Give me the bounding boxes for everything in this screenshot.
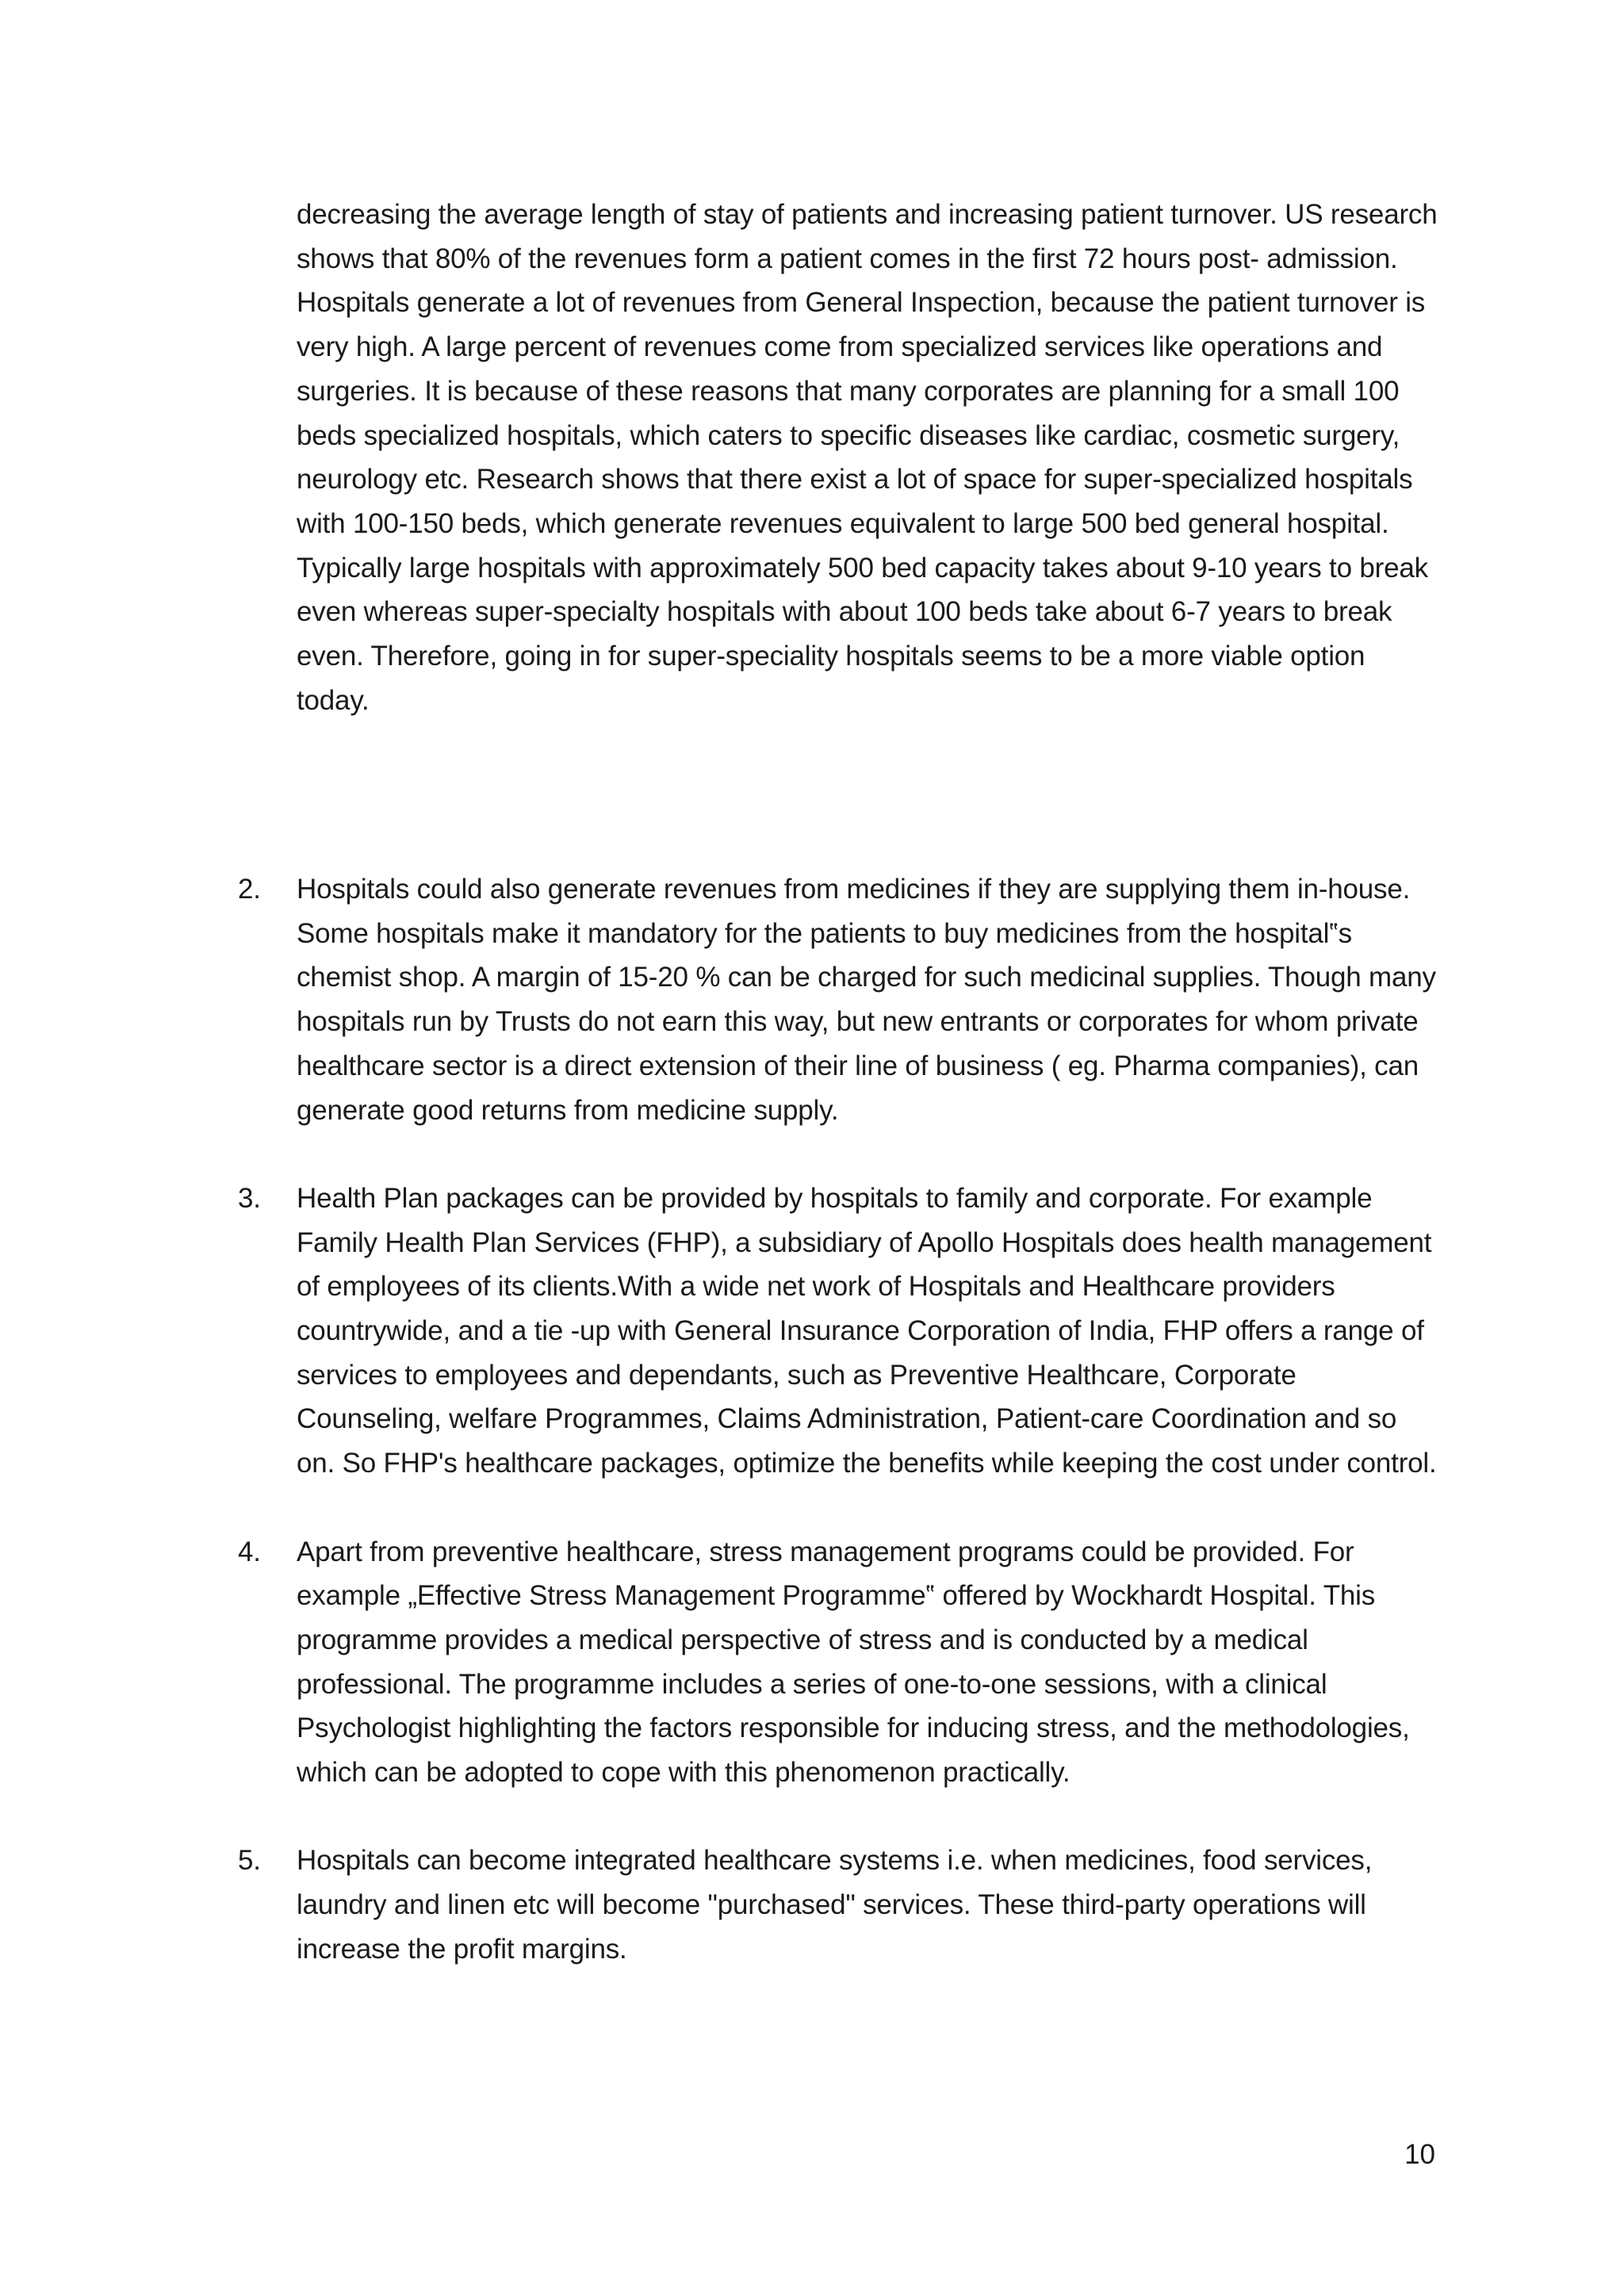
list-item-number: 5. [238,1845,261,1877]
list-item-text: Health Plan packages can be provided by hospitals to family and corporate. For example Family Health Plan Services (FHP), a subsidiary of Apollo Hospitals does health management of employees of its clients.With a wide net work of Hospitals and Healthcare providers countrywide, and a tie -up with General Insurance Corporation of India, FHP offers a range of services to employees and dependants, such as Preventive Healthcare, Corporate Counseling, welfare Programmes, Claims Administration, Patient-care Coordination and so on. So FHP's healthcare packages, optimize the benefits while keeping the cost under control. [297,1182,1437,1479]
list-item [238,1177,1438,1486]
page-number: 10 [1404,2139,1435,2170]
list-item-number: 3. [238,1182,261,1214]
list-item [238,867,1438,1132]
numbered-list [238,867,1438,2015]
list-item-number: 2. [238,874,261,905]
list-item-number: 4. [238,1536,261,1567]
list-item-text: Hospitals can become integrated healthcare systems i.e. when medicines, food services, laundry and linen etc will become "purchased" services. These third-party operations will increase the profit margins. [297,1845,1373,1965]
list-item-text: Hospitals could also generate revenues from medicines if they are supplying them in-house. Some hospitals make it mandatory for the patients to buy medicines from the hospital‟s chemist shop. A margin of 15-20 % can be charged for such medicinal supplies. Though many hospitals run by Trusts do not earn this way, but new entrants or corporates for whom private healthcare sector is a direct extension of their line of business ( eg. Pharma companies), can generate good returns from medicine supply. [297,874,1436,1126]
list-item [238,1839,1438,1971]
list-item [238,1530,1438,1795]
list-item-text: Apart from preventive healthcare, stress management programs could be provided. For example „Effective Stress Management Programme‟ offered by Wockhardt Hospital. This programme provides a medical perspective of stress and is conducted by a medical professional. The programme includes a series of one-to-one sessions, with a clinical Psychologist highlighting the factors responsible for inducing stress, and the methodologies, which can be adopted to cope with this phenomenon practically. [297,1536,1410,1789]
intro-paragraph: decreasing the average length of stay of patients and increasing patient turnover. US research shows that 80% of the revenues form a patient comes in the first 72 hours post- admission. Hospitals generate a lot of revenues from General Inspection, because the patient turnover is very high. A large percent of revenues come from specialized services like operations and surgeries. It is because of these reasons that many corporates are planning for a small 100 beds specialized hospitals, which caters to specific diseases like cardiac, cosmetic surgery, neurology etc. Research shows that there exist a lot of space for super-specialized hospitals with 100-150 beds, which generate revenues equivalent to large 500 bed general hospital. Typically large hospitals with approximately 500 bed capacity takes about 9-10 years to break even whereas super-specialty hospitals with about 100 beds take about 6-7 years to break even. Therefore, going in for super-speciality hospitals seems to be a more viable option today. [297,199,1438,716]
